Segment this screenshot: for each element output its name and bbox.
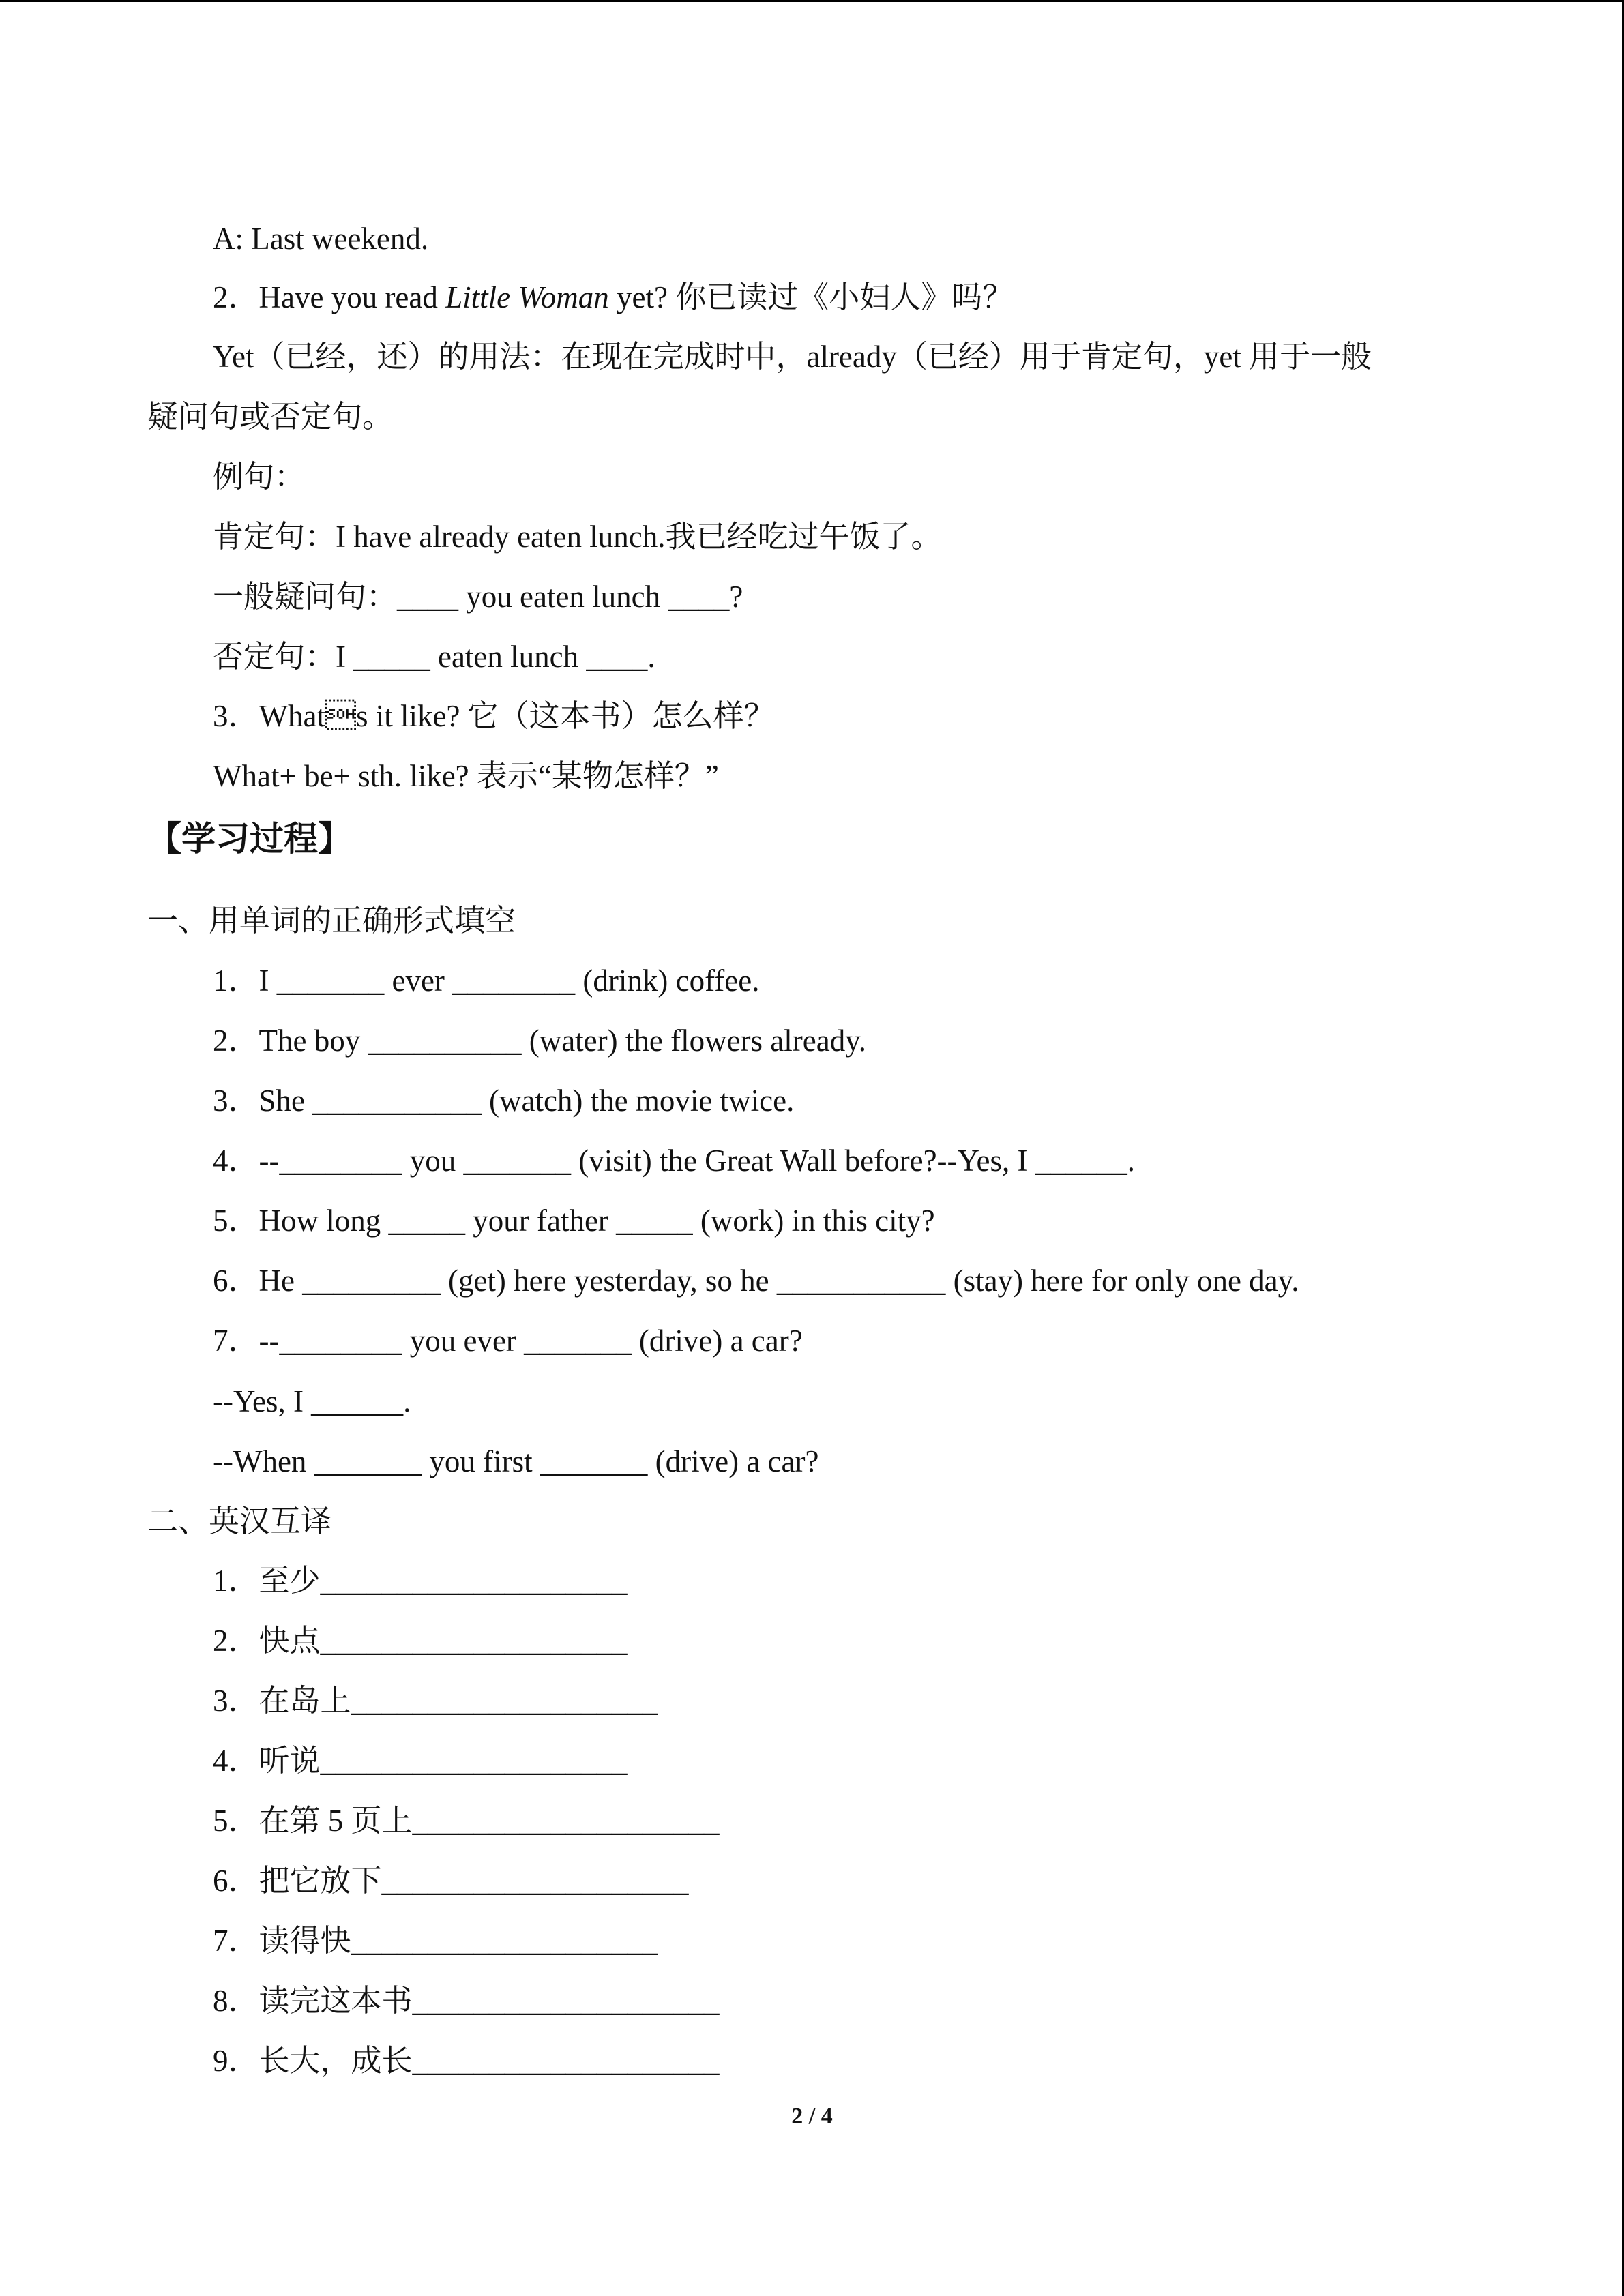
translation-item: 1．至少____________________ — [213, 1564, 628, 1598]
example-affirmative: 肯定句：I have already eaten lunch.我已经吃过午饭了。 — [213, 520, 942, 554]
translation-item: 6．把它放下____________________ — [213, 1864, 689, 1898]
translation-item: 4．听说____________________ — [213, 1744, 628, 1778]
page-top-border — [0, 0, 1624, 2]
exercise-item: 6．He _________ (get) here yesterday, so he ___________ (stay) here for only one day. — [213, 1264, 1299, 1298]
example-negative: 否定句：I _____ eaten lunch ____. — [213, 640, 655, 674]
point-2-line — [213, 278, 1013, 316]
point-3-line: 3．Whats it like? 它（这本书）怎么样？ — [213, 699, 775, 733]
part2-title: 二、英汉互译 — [147, 1504, 332, 1538]
translation-item: 9．长大，成长____________________ — [213, 2044, 720, 2078]
exercise-item: 5．How long _____ your father _____ (work) in this city? — [213, 1204, 935, 1238]
exercise-item: 1．I _______ ever ________ (drink) coffee. — [213, 964, 760, 998]
translation-item: 8．读完这本书____________________ — [213, 1984, 720, 2018]
usage-line-1: Yet（已经，还）的用法：在现在完成时中，already（已经）用于肯定句，yet 用于一般 — [213, 340, 1372, 374]
translation-item: 3．在岛上____________________ — [213, 1684, 658, 1718]
part1-title: 一、用单词的正确形式填空 — [147, 904, 516, 938]
point-3-explanation: What+ be+ sth. like? 表示“某物怎样？” — [213, 759, 719, 793]
answer-line: A: Last weekend. — [213, 222, 429, 256]
exercise-item: 7．--________ you ever _______ (drive) a car? — [213, 1324, 803, 1358]
book-title: Little Woman — [445, 280, 609, 314]
point-2-prefix: 2．Have you read — [213, 280, 446, 314]
usage-line-2: 疑问句或否定句。 — [147, 400, 394, 434]
translation-item: 2．快点____________________ — [213, 1624, 628, 1658]
section-heading: 【学习过程】 — [147, 819, 352, 859]
exercise-item: 3．She ___________ (watch) the movie twice. — [213, 1084, 795, 1118]
example-question: 一般疑问句：____ you eaten lunch ____? — [213, 580, 743, 614]
exercise-item: 2．The boy __________ (water) the flowers already. — [213, 1024, 867, 1058]
translation-item: 7．读得快____________________ — [213, 1924, 658, 1958]
exercise-item: --Yes, I ______. — [213, 1384, 411, 1418]
exercise-item: 4．--________ you _______ (visit) the Great Wall before?--Yes, I ______. — [213, 1144, 1135, 1178]
page-number: 2 / 4 — [791, 2104, 833, 2129]
example-label: 例句： — [213, 460, 306, 494]
translation-item: 5．在第 5 页上____________________ — [213, 1804, 720, 1838]
point-2-suffix: yet? 你已读过《小妇人》吗？ — [608, 280, 1014, 314]
exercise-item: --When _______ you first _______ (drive) a car? — [213, 1444, 819, 1478]
